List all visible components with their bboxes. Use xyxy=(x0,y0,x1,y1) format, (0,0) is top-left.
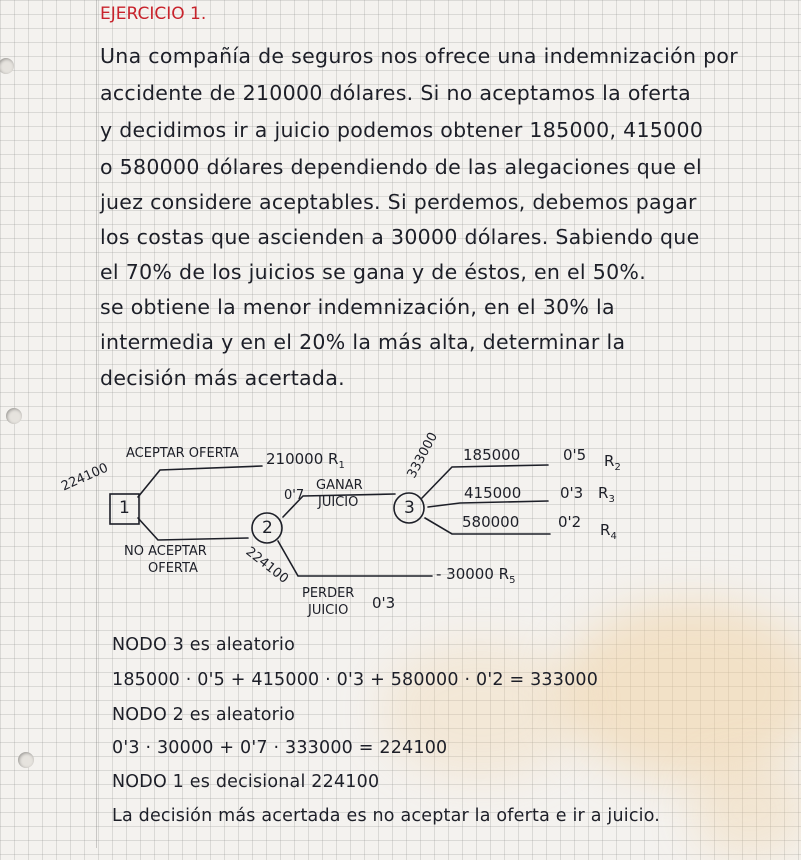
outcome-payoff: 580000 xyxy=(462,513,520,531)
statement-line: el 70% de los juicios se gana y de éstos, en el 50%. xyxy=(100,260,647,284)
node-3-label: 3 xyxy=(404,498,415,518)
outcome-probability: 0'3 xyxy=(560,484,584,502)
lose-branch xyxy=(278,541,432,576)
lose-payoff: - 30000 $R_5$ xyxy=(436,565,516,586)
statement-line: Una compañía de seguros nos ofrece una indemnización por xyxy=(100,44,738,68)
accept-offer-label: ACEPTAR OFERTA xyxy=(126,446,239,461)
outcome-payoff: 185000 xyxy=(463,446,521,464)
lose-trial-label: PERDER xyxy=(302,586,355,601)
accept-payoff: 210000 $R_1$ xyxy=(266,450,345,471)
lose-trial-label: JUICIO xyxy=(308,603,349,618)
solution-line: NODO 1 es decisional 224100 xyxy=(112,772,380,792)
win-trial-label: JUICIO xyxy=(318,495,359,510)
lose-probability: 0'3 xyxy=(372,594,396,612)
node-2-label: 2 xyxy=(262,518,273,538)
outcome-r-label: $R_4$ xyxy=(600,521,617,542)
statement-line: decisión más acertada. xyxy=(100,366,345,390)
solution-line: 0'3 · 30000 + 0'7 · 333000 = 224100 xyxy=(112,738,448,758)
statement-line: juez considere aceptables. Si perdemos, debemos pagar xyxy=(100,190,697,214)
solution-line: 185000 · 0'5 + 415000 · 0'3 + 580000 · 0'2 = 333000 xyxy=(112,670,599,690)
statement-line: o 580000 dólares dependiendo de las alegaciones que el xyxy=(100,155,703,179)
outcome-r-label: $R_3$ xyxy=(598,484,615,505)
win-trial-label: GANAR xyxy=(316,478,363,493)
accept-branch xyxy=(138,466,262,497)
outcome-probability: 0'5 xyxy=(563,446,587,464)
node-1-value: 224100 xyxy=(59,460,111,495)
solution-line: NODO 3 es aleatorio xyxy=(112,635,296,655)
statement-line: accidente de 210000 dólares. Si no aceptamos la oferta xyxy=(100,81,692,105)
node-3-value: 333000 xyxy=(404,430,442,481)
statement-line: intermedia y en el 20% la más alta, determinar la xyxy=(100,330,626,354)
reject-branch xyxy=(138,518,248,540)
statement-line: los costas que ascienden a 30000 dólares. Sabiendo que xyxy=(100,225,700,249)
outcome-probability: 0'2 xyxy=(558,513,582,531)
reject-offer-label: NO ACEPTAR xyxy=(124,544,207,559)
statement-line: y decidimos ir a juicio podemos obtener 185000, 415000 xyxy=(100,118,704,142)
solution-line: NODO 2 es aleatorio xyxy=(112,705,296,725)
statement-line: se obtiene la menor indemnización, en el 30% la xyxy=(100,295,615,319)
exercise-title: EJERCICIO 1. xyxy=(100,4,207,24)
solution-line: La decisión más acertada es no aceptar la oferta e ir a juicio. xyxy=(112,806,661,826)
node-1-label: 1 xyxy=(119,498,130,518)
reject-offer-label: OFERTA xyxy=(148,561,198,576)
node-2-value: 224100 xyxy=(242,544,291,587)
outcome-payoff: 415000 xyxy=(464,484,522,502)
outcome-r-label: $R_2$ xyxy=(604,452,621,473)
win-probability: 0'7 xyxy=(284,488,305,503)
